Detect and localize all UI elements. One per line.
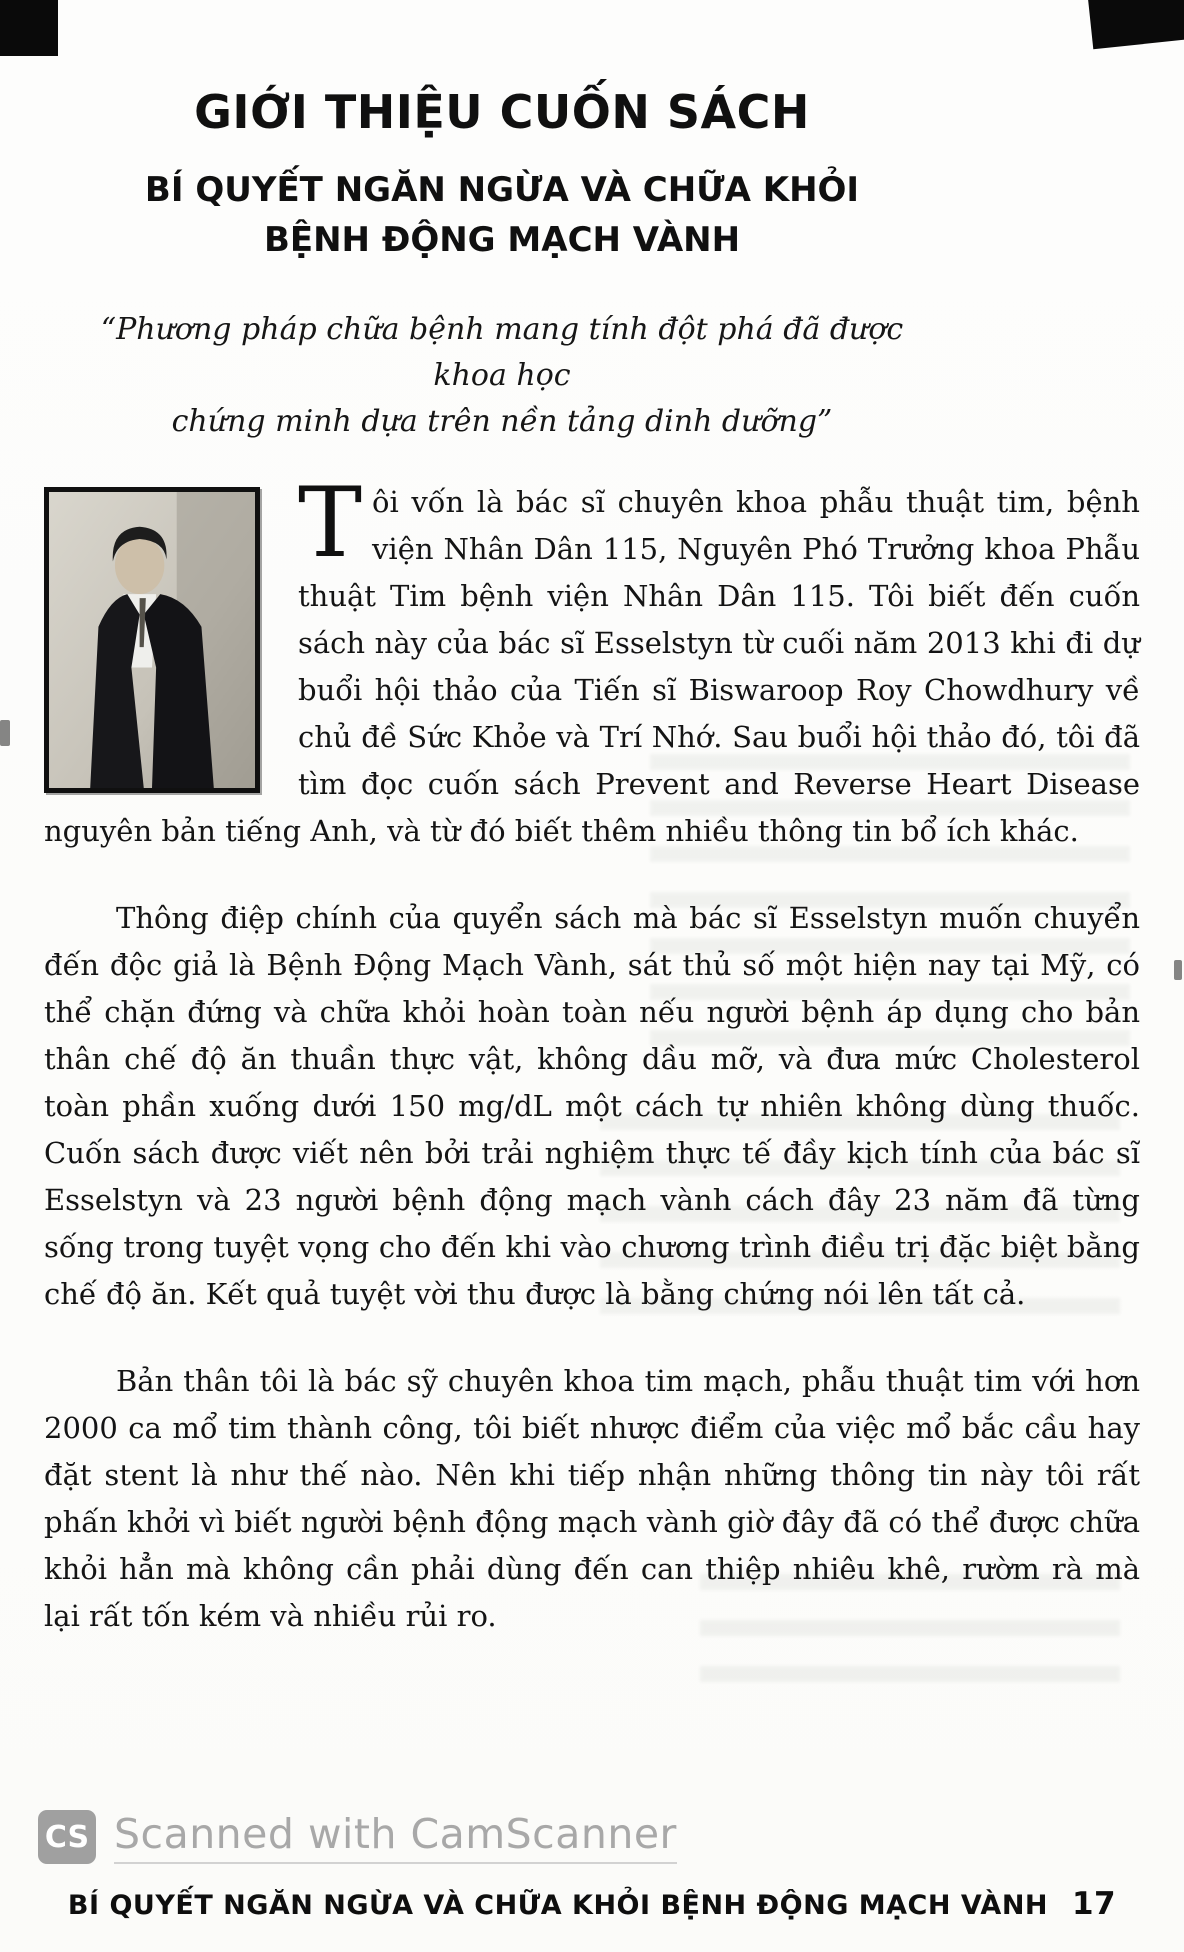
quote-line-2: chứng minh dựa trên nền tảng dinh dưỡng” xyxy=(171,404,833,439)
page-number: 17 xyxy=(1071,1886,1117,1922)
paragraph-1 xyxy=(44,467,1140,855)
body-text xyxy=(44,467,1140,1640)
paragraph-3 xyxy=(44,1358,1140,1640)
paragraph-2 xyxy=(44,895,1140,1318)
subtitle-line-1: BÍ QUYẾT NGĂN NGỪA VÀ CHỮA KHỎI xyxy=(144,170,860,210)
paragraph-2-text: Thông điệp chính của quyển sách mà bác sĩ Esselstyn muốn chuyển đến độc giả là Bệnh Động Mạch Vành, sát thủ số một hiện nay tại Mỹ, có thể chặn đứng và chữa khỏi hoàn toàn nếu người bệnh áp dụng cho bản thân chế độ ăn thuần thực vật, không dầu mỡ, và đưa mức Cholesterol toàn phần xuống dưới 150 mg/dL một cách tự nhiên không dùng thuốc. Cuốn sách được viết nên bởi trải nghiệm thực tế đầy kịch tính của bác sĩ Esselstyn và 23 người bệnh động mạch vành cách đây 23 năm đã từng sống trong tuyệt vọng cho đến khi vào chương trình điều trị đặc biệt bằng chế độ ăn. Kết quả tuyệt vời thu được là bằng chứng nói lên tất cả. xyxy=(44,901,1140,1311)
running-title: BÍ QUYẾT NGĂN NGỪA VÀ CHỮA KHỎI BỆNH ĐỘNG MẠCH VÀNH xyxy=(67,1890,1049,1921)
subtitle-line-2: BỆNH ĐỘNG MẠCH VÀNH xyxy=(263,220,741,260)
heading-block xyxy=(82,85,922,445)
quote-line-1: “Phương pháp chữa bệnh mang tính đột phá đã được khoa học xyxy=(100,312,904,393)
footer-running-title-row xyxy=(0,1886,1184,1922)
author-photo xyxy=(44,487,260,793)
page-subtitle xyxy=(82,165,922,265)
dropcap: T xyxy=(298,467,363,579)
paragraph-3-text: Bản thân tôi là bác sỹ chuyên khoa tim mạch, phẫu thuật tim với hơn 2000 ca mổ tim thành công, tôi biết nhược điểm của việc mổ bắc cầu hay đặt stent là như thế nào. Nên khi tiếp nhận những thông tin này tôi rất phấn khởi vì biết người bệnh động mạch vành giờ đây đã có thể được chữa khỏi hẳn mà không cần phải dùng đến can thiệp nhiêu khê, rườm rà mà lại rất tốn kém và nhiều rủi ro. xyxy=(44,1364,1140,1633)
camscanner-watermark xyxy=(38,1810,677,1864)
paragraph-1-text: ôi vốn là bác sĩ chuyên khoa phẫu thuật tim, bệnh viện Nhân Dân 115, Nguyên Phó Trưởng khoa Phẫu thuật Tim bệnh viện Nhân Dân 115. Tôi biết đến cuốn sách này của bác sĩ Esselstyn từ cuối năm 2013 khi đi dự buổi hội thảo của Tiến sĩ Biswaroop Roy Chowdhury về chủ đề Sức Khỏe và Trí Nhớ. Sau buổi hội thảo đó, tôi đã tìm đọc cuốn sách Prevent and Reverse Heart Disease nguyên bản tiếng Anh, và từ đó biết thêm nhiều thông tin bổ ích khác. xyxy=(44,485,1140,848)
camscanner-text: Scanned with CamScanner xyxy=(114,1810,677,1864)
page-title: GIỚI THIỆU CUỐN SÁCH xyxy=(194,85,810,139)
author-photo-illustration xyxy=(49,492,255,788)
camscanner-logo: CS xyxy=(38,1810,96,1864)
epigraph-quote xyxy=(82,307,922,445)
